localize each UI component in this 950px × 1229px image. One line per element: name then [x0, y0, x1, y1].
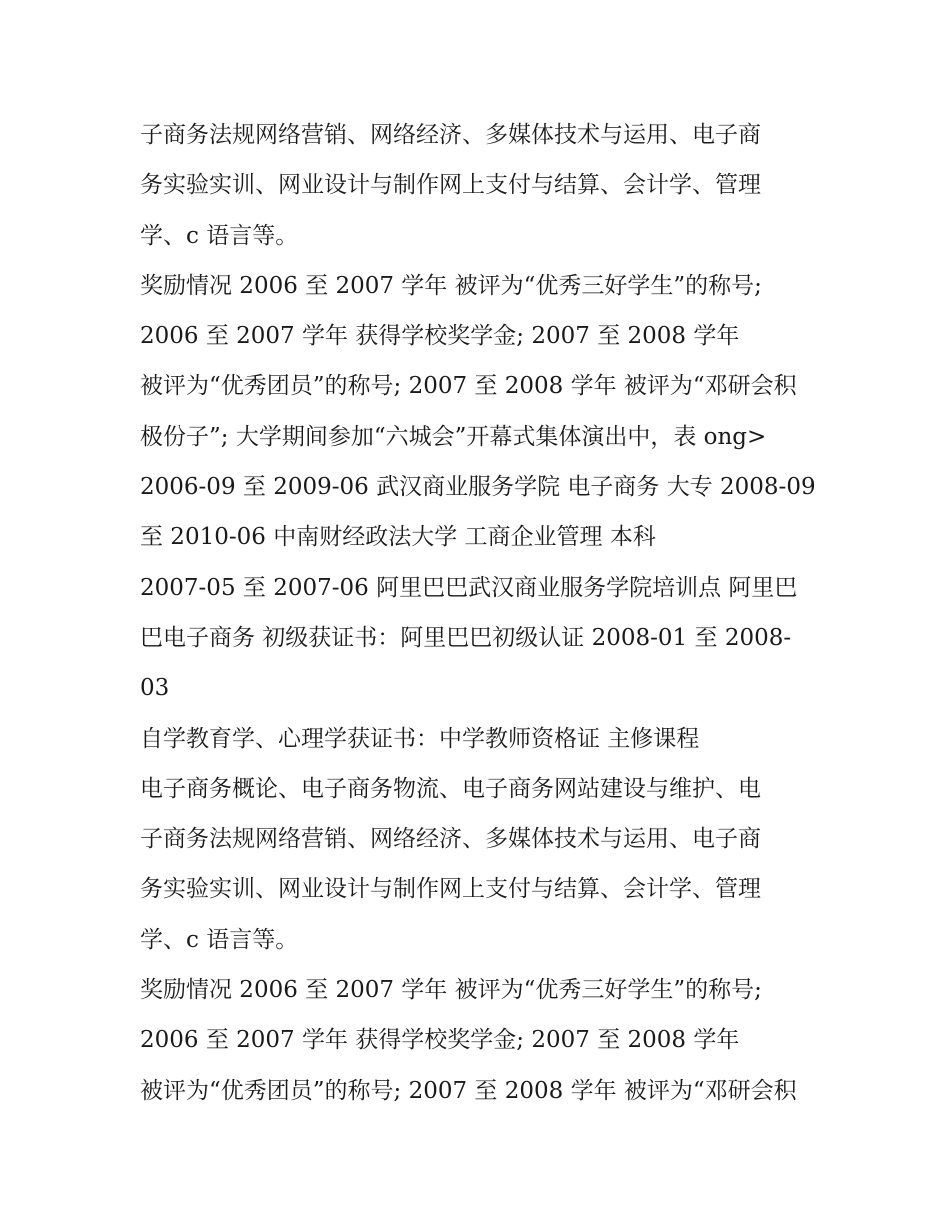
text-line: 至 2010-06 中南财经政法大学 工商企业管理 本科 [140, 524, 656, 551]
text-line: 奖励情况 2006 至 2007 学年 被评为“优秀三好学生”的称号; [140, 272, 762, 299]
text-line: 极份子”; 大学期间参加“六城会”开幕式集体演出中，表 ong> [140, 423, 767, 450]
text-line: 学、c 语言等。 [140, 926, 299, 953]
text-line: 被评为“优秀团员”的称号; 2007 至 2008 学年 被评为“邓研会积 [140, 1077, 797, 1104]
text-line: 电子商务概论、电子商务物流、电子商务网站建设与维护、电 [140, 775, 761, 802]
text-line: 2007-05 至 2007-06 阿里巴巴武汉商业服务学院培训点 阿里巴 [140, 574, 798, 601]
text-line: 被评为“优秀团员”的称号; 2007 至 2008 学年 被评为“邓研会积 [140, 373, 797, 400]
text-line: 奖励情况 2006 至 2007 学年 被评为“优秀三好学生”的称号; [140, 977, 762, 1004]
text-line: 03 [140, 675, 170, 702]
text-line: 子商务法规网络营销、网络经济、多媒体技术与运用、电子商 [140, 122, 761, 148]
text-line: 务实验实训、网业设计与制作网上支付与结算、会计学、管理 [140, 172, 761, 199]
text-line: 子商务法规网络营销、网络经济、多媒体技术与运用、电子商 [140, 826, 761, 853]
text-line: 巴电子商务 初级获证书：阿里巴巴初级认证 2008-01 至 2008- [140, 624, 792, 651]
text-line: 自学教育学、心理学获证书：中学教师资格证 主修课程 [140, 725, 700, 752]
text-line: 2006 至 2007 学年 获得学校奖学金; 2007 至 2008 学年 [140, 1027, 740, 1054]
document-body [140, 110, 820, 1116]
text-line: 2006 至 2007 学年 获得学校奖学金; 2007 至 2008 学年 [140, 323, 740, 350]
text-line: 务实验实训、网业设计与制作网上支付与结算、会计学、管理 [140, 876, 761, 903]
text-line: 2006-09 至 2009-06 武汉商业服务学院 电子商务 大专 2008-09 [140, 474, 816, 501]
text-line: 学、c 语言等。 [140, 222, 299, 249]
